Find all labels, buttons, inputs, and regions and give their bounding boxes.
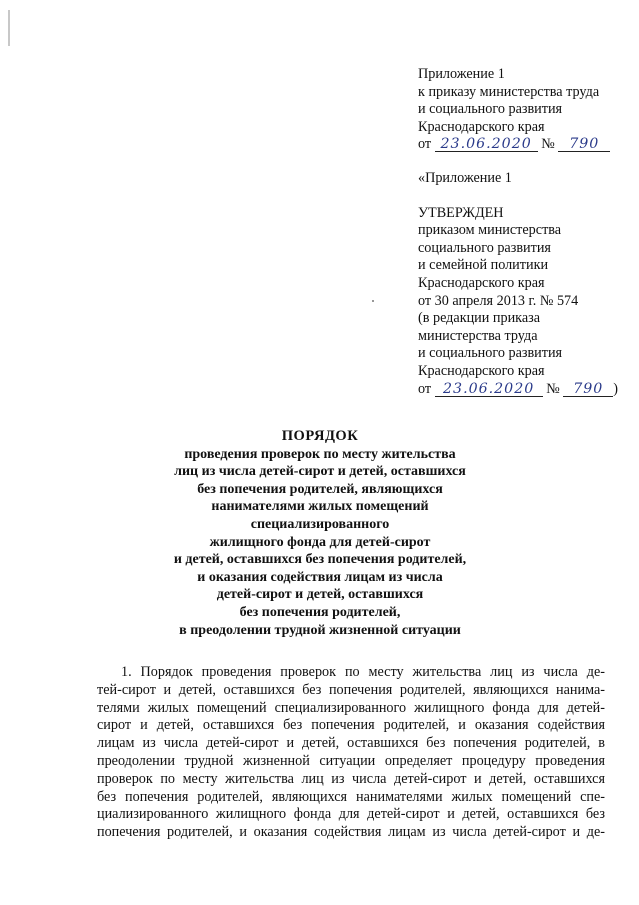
body-paragraph — [97, 664, 605, 842]
scan-edge-mark — [8, 10, 10, 46]
approval-line: (в редакции приказа — [418, 310, 541, 327]
scan-speck — [372, 300, 374, 302]
title-main: ПОРЯДОК — [281, 428, 359, 444]
appendix-header — [418, 66, 610, 154]
handwritten-date: 23.06.2020 — [435, 382, 543, 397]
quote-appendix-line: «Приложение 1 — [418, 170, 512, 186]
title-line: специализированного — [250, 516, 390, 532]
number-label: № — [541, 136, 555, 153]
body-line: 1. Порядок проведения проверок по месту жительства лиц из числа де- — [121, 664, 605, 680]
approval-line: и семейной политики — [418, 257, 549, 274]
title-line: в преодолении трудной жизненной ситуации — [179, 622, 461, 638]
title-line: жилищного фонда для детей-сирот — [209, 534, 431, 550]
title-line: детей-сирот и детей, оставшихся — [216, 587, 424, 603]
title-line: проведения проверок по месту жительства — [184, 446, 456, 462]
title-line: лиц из числа детей-сирот и детей, оставшихся — [174, 464, 466, 480]
approval-line: Краснодарского края — [418, 362, 545, 379]
approval-date-line — [418, 381, 618, 399]
body-line: преодолении трудной жизненной ситуации определяет процедуру проведения — [97, 752, 605, 769]
date-prefix: от — [418, 380, 432, 397]
body-line: сирот и детей, оставшихся без попечения родителей, и оказания содействия — [97, 717, 605, 734]
approval-line: от 30 апреля 2013 г. № 574 — [418, 292, 579, 309]
appendix-line: Краснодарского края — [418, 118, 545, 135]
appendix-line: Приложение 1 — [418, 66, 505, 82]
date-prefix: от — [418, 136, 432, 153]
approval-line: министерства труда — [418, 327, 538, 344]
title-line: и оказания содействия лицам из числа — [197, 569, 443, 585]
appendix-date-line — [418, 136, 610, 154]
handwritten-number: 790 — [563, 382, 613, 397]
body-line: без попечения родителей, являющихся нанимателями жилых помещений спе- — [97, 788, 605, 805]
body-line: лицам из числа детей-сирот и детей, оставшихся без попечения родителей, в — [97, 735, 605, 752]
handwritten-number: 790 — [558, 137, 610, 152]
approval-line: и социального развития — [418, 345, 563, 362]
approval-line: Краснодарского края — [418, 274, 545, 291]
body-line: проверок по месту жительства лиц из числа детей-сирот и детей, оставшихся — [97, 770, 605, 787]
number-label: № — [546, 380, 560, 397]
handwritten-date: 23.06.2020 — [435, 137, 538, 152]
document-title — [150, 428, 490, 639]
appendix-line: к приказу министерства труда — [418, 83, 600, 100]
body-line: телями жилых помещений специализированного жилищного фонда для детей- — [97, 699, 605, 716]
body-line: циализированного жилищного фонда для детей-сирот и детей, оставшихся без — [97, 806, 605, 823]
closing-paren: ) — [613, 380, 619, 397]
title-line: и детей, оставшихся без попечения родителей, — [173, 552, 467, 568]
approval-line: социального развития — [418, 239, 551, 256]
approved-label: УТВЕРЖДЕН — [418, 204, 504, 221]
appendix-line: и социального развития — [418, 101, 563, 118]
body-line: тей-сирот и детей, оставшихся без попечения родителей, являющихся нанима- — [97, 681, 605, 698]
title-line: нанимателями жилых помещений — [211, 499, 429, 515]
title-line: без попечения родителей, являющихся — [197, 481, 443, 497]
title-line: без попечения родителей, — [239, 604, 401, 620]
approval-line: приказом министерства — [418, 222, 562, 239]
approval-header — [418, 170, 618, 398]
body-line: попечения родителей, и оказания содействия лицам из числа детей-сирот и де- — [97, 824, 605, 841]
